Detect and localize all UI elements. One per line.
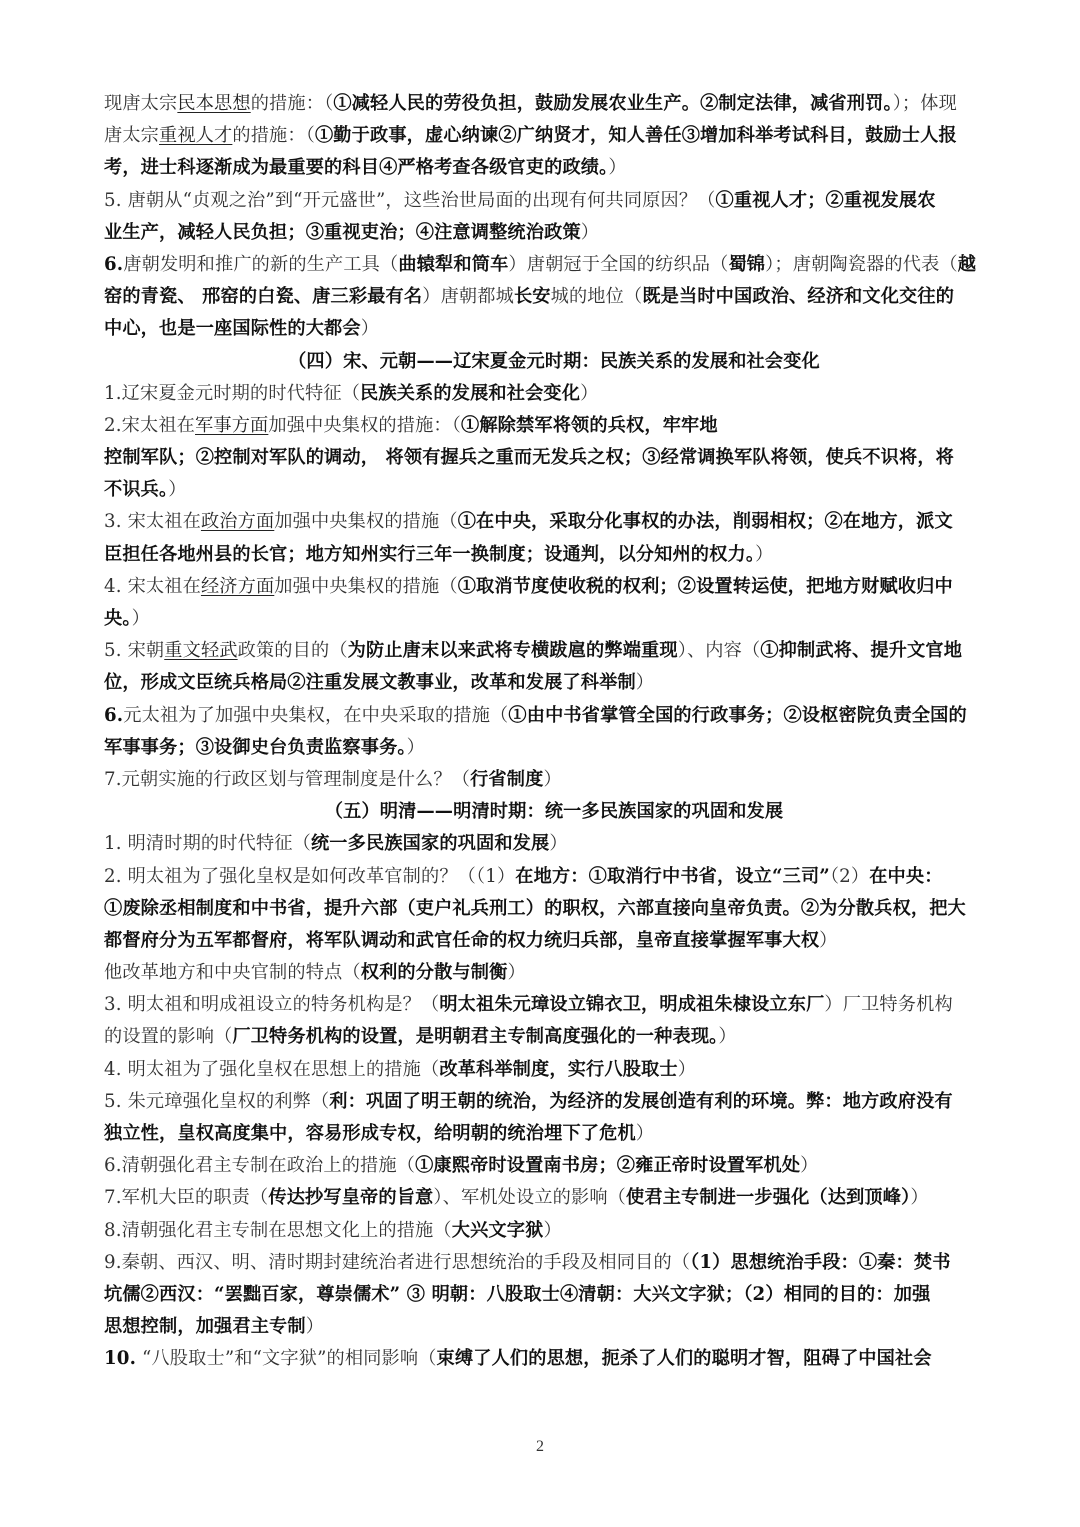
question-text: ）；唐朝陶瓷器的代表（ bbox=[765, 253, 958, 275]
text-line bbox=[104, 1182, 1004, 1214]
answer-text: 臣担任各地州县的长官；地方知州实行三年一换制度；设通判，以分知州的权力。 bbox=[104, 543, 756, 565]
answer-text: 考，进士科逐渐成为最重要的科目④严格考查各级官吏的政绩。 bbox=[104, 157, 609, 179]
answer-text: 在地方：①取消行中书省，设立“三司” bbox=[515, 865, 830, 887]
question-text: ） bbox=[635, 672, 655, 694]
text-line bbox=[104, 506, 1004, 538]
answer-text: 民族关系的发展和社会变化 bbox=[360, 382, 581, 404]
answer-text: 传达抄写皇帝的旨意 bbox=[268, 1187, 434, 1209]
text-line bbox=[104, 1279, 1004, 1311]
answer-text: 军事事务；③设御史台负责监察事务。 bbox=[104, 736, 407, 758]
question-text: ） bbox=[718, 1026, 737, 1048]
answer-text: 独立性，皇权高度集中，容易形成专权，给明朝的统治埋下了危机 bbox=[104, 1123, 636, 1144]
question-text: 6.清朝强化君主专制在政治上的措施（ bbox=[104, 1155, 416, 1177]
text-line bbox=[104, 539, 1004, 571]
answer-text: 行省制度 bbox=[470, 768, 544, 790]
question-text: 的设置的影响（ bbox=[104, 1026, 233, 1048]
question-text: 唐太宗 bbox=[104, 125, 160, 147]
text-line bbox=[104, 989, 1004, 1021]
question-text: 3. 明太祖和明成祖设立的特务机构是？（ bbox=[104, 994, 440, 1016]
question-text: 唐朝发明和推广的新的生产工具（ bbox=[123, 253, 399, 275]
text-line bbox=[104, 1247, 1004, 1279]
section-heading bbox=[104, 796, 1004, 828]
text-line bbox=[104, 378, 1004, 410]
question-text: 的措施：（ bbox=[250, 93, 334, 114]
question-text: 3. 宋太祖在 bbox=[104, 511, 201, 533]
answer-text: 明太祖朱元璋设立锦衣卫，明成祖朱棣设立东厂 bbox=[439, 994, 825, 1016]
answer-text: 束缚了人们的思想，扼杀了人们的聪明才智，阻碍了中国社会 bbox=[436, 1348, 932, 1370]
question-text: 加强中央集权的措施（ bbox=[274, 511, 458, 533]
question-text: 5. 朱元璋强化皇权的利弊（ bbox=[104, 1090, 330, 1112]
question-text: ） bbox=[131, 608, 150, 629]
text-line bbox=[104, 732, 1004, 764]
text-line bbox=[104, 474, 1004, 506]
answer-text: 位，形成文臣统兵格局②注重发展文教事业，改革和发展了科举制 bbox=[104, 672, 636, 694]
underlined-term: 重文轻武 bbox=[164, 640, 238, 662]
answer-text: 曲辕犁和筒车 bbox=[398, 253, 509, 275]
question-text: 7.元朝实施的行政区划与管理制度是什么？（ bbox=[104, 768, 471, 790]
question-text: 4. 明太祖为了强化皇权在思想上的措施（ bbox=[104, 1058, 440, 1080]
answer-text: 6. bbox=[104, 704, 124, 726]
question-text: ） bbox=[800, 1155, 819, 1177]
text-line bbox=[104, 442, 1004, 474]
answer-text: 改革科举制度，实行八股取士 bbox=[439, 1058, 678, 1080]
question-text: 加强中央集权的措施：（ bbox=[268, 414, 461, 436]
question-text: ） bbox=[406, 736, 425, 758]
question-text: ） bbox=[360, 318, 380, 340]
text-line bbox=[104, 313, 1004, 345]
answer-text: ①解除禁军将领的兵权，牢牢地 bbox=[461, 414, 718, 436]
text-line bbox=[104, 1054, 1004, 1086]
question-text: ） bbox=[608, 157, 627, 179]
answer-text: ①减轻人民的劳役负担，鼓励发展农业生产。②制定法律，减省刑罚。 bbox=[333, 93, 893, 114]
question-text: ） bbox=[755, 543, 774, 565]
text-line bbox=[104, 603, 1004, 635]
answer-text: 不识兵。 bbox=[104, 479, 169, 501]
document-body bbox=[104, 88, 1004, 1376]
answer-text: ①取消节度使收税的权利；②设置转运使，把地方财赋收归中 bbox=[457, 575, 953, 597]
answer-text: 央。 bbox=[104, 608, 132, 629]
question-text: 8.清朝强化君主专制在思想文化上的措施（ bbox=[104, 1219, 452, 1241]
text-line bbox=[104, 957, 1004, 989]
question-text: 政策的目的（ bbox=[237, 640, 348, 662]
text-line bbox=[104, 1086, 1004, 1118]
text-line bbox=[104, 217, 1004, 249]
answer-text: （五）明清——明清时期：统一多民族国家的巩固和发展 bbox=[324, 801, 784, 823]
text-line bbox=[104, 1215, 1004, 1247]
answer-text: （四）宋、元朝——辽宋夏金元时期：民族关系的发展和社会变化 bbox=[288, 350, 820, 372]
text-line bbox=[104, 828, 1004, 860]
question-text: ）厂卫特务机构 bbox=[824, 994, 953, 1016]
question-text: 元太祖为了加强中央集权，在中央采取的措施（ bbox=[123, 704, 509, 726]
text-line bbox=[104, 1311, 1004, 1343]
answer-text: 中心，也是一座国际性的大都会 bbox=[104, 318, 361, 340]
text-line bbox=[104, 152, 1004, 184]
answer-text: 在中央： bbox=[869, 865, 943, 887]
question-text: 城的地位（ bbox=[550, 286, 643, 308]
answer-text: 都督府分为五军都督府，将军队调动和武官任命的权力统归兵部，皇帝直接掌握军事大权 bbox=[104, 929, 820, 951]
question-text: ） bbox=[819, 929, 838, 951]
question-text: ） bbox=[305, 1316, 325, 1338]
answer-text: ①康熙帝时设置南书房；②雍正帝时设置军机处 bbox=[415, 1155, 801, 1177]
answer-text: 既是当时中国政治、经济和文化交往的 bbox=[642, 286, 955, 308]
question-text: 4. 宋太祖在 bbox=[104, 575, 201, 597]
text-line bbox=[104, 185, 1004, 217]
question-text: ）唐朝冠于全国的纺织品（ bbox=[508, 253, 729, 275]
answer-text: 厂卫特务机构的设置，是明朝君主专制高度强化的一种表现。 bbox=[232, 1026, 719, 1048]
question-text: ） bbox=[543, 768, 562, 790]
question-text: ） bbox=[549, 833, 568, 855]
text-line bbox=[104, 1150, 1004, 1182]
text-line bbox=[104, 764, 1004, 796]
answer-text: 蜀锦 bbox=[728, 253, 766, 275]
answer-text: 窑的青瓷、 邢窑的白瓷、唐三彩最有名 bbox=[104, 286, 423, 308]
question-text: ） bbox=[543, 1219, 562, 1241]
text-line bbox=[104, 88, 1004, 120]
question-text: ）；体现 bbox=[892, 93, 957, 114]
text-line bbox=[104, 861, 1004, 893]
answer-text: ①抑制武将、提升文官地 bbox=[760, 640, 963, 662]
answer-text: 10. bbox=[104, 1348, 137, 1370]
answer-text: ①在中央，采取分化事权的办法，削弱相权；②在地方，派文 bbox=[457, 511, 953, 533]
question-text: 5. 唐朝从“贞观之治”到“开元盛世”，这些治世局面的出现有何共同原因？（ bbox=[104, 189, 716, 211]
page-number: 2 bbox=[536, 1438, 544, 1455]
question-text: ） bbox=[910, 1187, 929, 1209]
question-text: ） bbox=[168, 479, 187, 501]
question-text: ） bbox=[580, 221, 600, 243]
answer-text: 长安 bbox=[513, 286, 551, 308]
underlined-term: 政治方面 bbox=[200, 511, 275, 533]
answer-text: 越 bbox=[957, 253, 977, 275]
text-line bbox=[104, 410, 1004, 442]
question-text: “八股取士”和“文字狱”的相同影响（ bbox=[136, 1348, 437, 1370]
answer-text: 思想控制，加强君主专制 bbox=[104, 1316, 306, 1338]
underlined-term: 军事方面 bbox=[195, 414, 269, 436]
answer-text: 坑儒②西汉：“罢黜百家，尊崇儒术” ③ 明朝：八股取士④清朝：大兴文字狱；（2）相同的目的：加强 bbox=[104, 1283, 931, 1305]
text-line bbox=[104, 120, 1004, 152]
question-text: 1.辽宋夏金元时期的时代特征（ bbox=[104, 382, 361, 404]
answer-text: 控制军队；②控制对军队的调动， 将领有握兵之重而无发兵之权；③经常调换军队将领，使兵不识将，将 bbox=[104, 447, 955, 469]
answer-text: ①废除丞相制度和中书省，提升六部（吏户礼兵刑工）的职权，六部直接向皇帝负责。②为分散兵权，把大 bbox=[104, 897, 966, 919]
question-text: ）唐朝都城 bbox=[422, 286, 514, 308]
text-line bbox=[104, 281, 1004, 313]
answer-text: 业生产，减轻人民负担；③重视吏治；④注意调整统治政策 bbox=[104, 221, 581, 243]
answer-text: 大兴文字狱 bbox=[451, 1219, 544, 1241]
text-line bbox=[104, 1118, 1004, 1150]
question-text: 的措施：（ bbox=[232, 125, 315, 147]
answer-text: 为防止唐末以来武将专横跋扈的弊端重现 bbox=[347, 640, 678, 662]
text-line bbox=[104, 1343, 1004, 1375]
underlined-term: 经济方面 bbox=[200, 575, 275, 597]
question-text: 2. 明太祖为了强化皇权是如何改革官制的？（（1） bbox=[104, 865, 516, 887]
text-line bbox=[104, 635, 1004, 667]
answer-text: 利：巩固了明王朝的统治，为经济的发展创造有利的环境。弊：地方政府没有 bbox=[329, 1090, 953, 1112]
text-line bbox=[104, 667, 1004, 699]
underlined-term: 民本思想 bbox=[177, 93, 251, 114]
text-line bbox=[104, 893, 1004, 925]
question-text: 5. 宋朝 bbox=[104, 640, 165, 662]
question-text: 9.秦朝、西汉、明、清时期封建统治者进行思想统治的手段及相同目的（ bbox=[104, 1251, 691, 1273]
answer-text: ①勤于政事，虚心纳谏②广纳贤才，知人善任③增加科举考试科目，鼓励士人报 bbox=[314, 125, 957, 147]
question-text: 加强中央集权的措施（ bbox=[274, 575, 458, 597]
question-text: ） bbox=[635, 1123, 655, 1144]
answer-text: 权利的分散与制衡 bbox=[360, 962, 508, 984]
question-text: ）、军机处设立的影响（ bbox=[433, 1187, 627, 1209]
question-text: （2） bbox=[829, 865, 870, 887]
text-line bbox=[104, 1021, 1004, 1053]
text-line bbox=[104, 249, 1004, 281]
question-text: 1. 明清时期的时代特征（ bbox=[104, 833, 311, 855]
text-line bbox=[104, 925, 1004, 957]
question-text: 7.军机大臣的职责（ bbox=[104, 1187, 269, 1209]
answer-text: ①重视人才；②重视发展农 bbox=[715, 189, 936, 211]
answer-text: 6. bbox=[104, 253, 124, 275]
text-line bbox=[104, 571, 1004, 603]
answer-text: 统一多民族国家的巩固和发展 bbox=[310, 833, 550, 855]
question-text: 2.宋太祖在 bbox=[104, 414, 196, 436]
underlined-term: 重视人才 bbox=[159, 125, 233, 147]
question-text: 他改革地方和中央官制的特点（ bbox=[104, 962, 361, 984]
question-text: ） bbox=[677, 1058, 697, 1080]
question-text: 现唐太宗 bbox=[104, 93, 178, 114]
question-text: ）、内容（ bbox=[677, 640, 761, 662]
answer-text: （1）思想统治手段：①秦：焚书 bbox=[690, 1251, 951, 1273]
question-text: ） bbox=[507, 962, 526, 984]
text-line bbox=[104, 700, 1004, 732]
section-heading bbox=[104, 346, 1004, 378]
answer-text: ①由中书省掌管全国的行政事务；②设枢密院负责全国的 bbox=[508, 704, 967, 726]
question-text: ） bbox=[580, 382, 599, 404]
answer-text: 使君主专制进一步强化（达到顶峰） bbox=[626, 1187, 911, 1209]
